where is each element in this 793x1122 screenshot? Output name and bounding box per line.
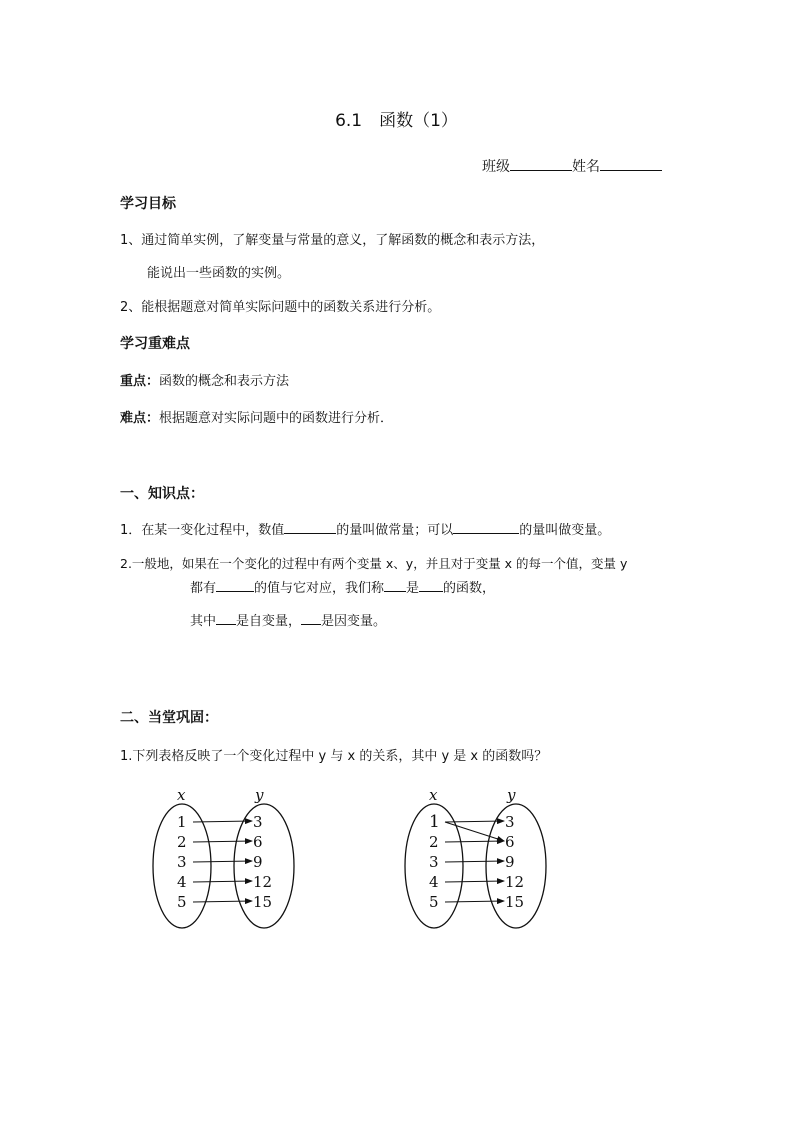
q2-part-c: 是 bbox=[406, 581, 420, 596]
right-x-value: 1 bbox=[429, 812, 440, 832]
class-label: 班级 bbox=[482, 159, 510, 175]
q2-part-e: 其中 bbox=[190, 614, 217, 629]
right-mapping-arrow bbox=[445, 881, 504, 882]
left-y-value: 9 bbox=[253, 853, 263, 871]
knowledge-q2-line1: 2.一般地，如果在一个变化的过程中有两个变量 x、y，并且对于变量 x 的每一个值，变量 y bbox=[120, 556, 628, 571]
right-y-value: 6 bbox=[505, 833, 515, 851]
q2-part-g: 是因变量。 bbox=[321, 614, 387, 629]
name-label: 姓名 bbox=[572, 159, 600, 175]
left-mapping-arrow bbox=[193, 861, 252, 862]
right-x-label: x bbox=[429, 786, 438, 804]
q2-part-b: 的值与它对应，我们称 bbox=[254, 581, 385, 596]
right-y-value: 9 bbox=[505, 853, 515, 871]
key-point-text: 函数的概念和表示方法 bbox=[159, 374, 290, 389]
right-y-value: 15 bbox=[505, 893, 525, 911]
left-y-value: 3 bbox=[253, 813, 263, 831]
difficulties-heading: 学习重难点 bbox=[120, 336, 190, 352]
q2-part-a: 都有 bbox=[190, 581, 217, 596]
left-x-value: 3 bbox=[177, 853, 187, 871]
practice-heading: 二、当堂巩固： bbox=[120, 710, 218, 726]
hard-point-text: 根据题意对实际问题中的函数进行分析． bbox=[159, 411, 394, 426]
left-y-value: 15 bbox=[253, 893, 273, 911]
q1-part-a: 1．在某一变化过程中，数值 bbox=[120, 523, 285, 538]
left-y-value: 6 bbox=[253, 833, 263, 851]
right-x-value: 4 bbox=[429, 873, 439, 891]
left-x-value: 4 bbox=[177, 873, 187, 891]
right-x-value: 5 bbox=[429, 893, 439, 911]
right-mapping-arrow bbox=[445, 822, 504, 841]
mapping-diagram-left bbox=[153, 786, 294, 928]
q1-part-b: 的量叫做常量；可以 bbox=[336, 523, 454, 538]
key-point-label: 重点： bbox=[120, 374, 160, 389]
q1-part-c: 的量叫做变量。 bbox=[519, 523, 611, 538]
left-y-label: y bbox=[255, 786, 264, 804]
objective-item-1: 1、通过简单实例，了解变量与常量的意义，了解函数的概念和表示方法， bbox=[120, 233, 545, 248]
right-mapping-arrow bbox=[445, 861, 504, 862]
page-title: 6.1 函数（1） bbox=[335, 111, 458, 131]
right-x-value: 2 bbox=[429, 833, 439, 851]
q2-part-f: 是自变量， bbox=[236, 614, 302, 629]
left-mapping-arrow bbox=[193, 901, 252, 902]
left-x-value: 2 bbox=[177, 833, 187, 851]
mapping-diagram-right bbox=[405, 786, 546, 928]
practice-q1: 1.下列表格反映了一个变化过程中 y 与 x 的关系，其中 y 是 x 的函数吗？ bbox=[120, 749, 548, 764]
hard-point-label: 难点： bbox=[120, 411, 160, 426]
objective-item-2: 2、能根据题意对简单实际问题中的函数关系进行分析。 bbox=[120, 300, 441, 315]
objectives-heading: 学习目标 bbox=[120, 196, 176, 212]
left-x-label: x bbox=[177, 786, 186, 804]
left-mapping-arrow bbox=[193, 841, 252, 842]
left-x-value: 5 bbox=[177, 893, 187, 911]
left-x-value: 1 bbox=[177, 813, 187, 831]
right-y-label: y bbox=[507, 786, 516, 804]
right-y-value: 12 bbox=[505, 873, 525, 891]
left-mapping-arrow bbox=[193, 881, 252, 882]
objective-item-1-cont: 能说出一些函数的实例。 bbox=[147, 266, 291, 281]
right-mapping-arrow bbox=[445, 841, 504, 842]
right-mapping-arrow bbox=[445, 901, 504, 902]
right-x-value: 3 bbox=[429, 853, 439, 871]
right-y-value: 3 bbox=[505, 813, 515, 831]
q2-part-d: 的函数， bbox=[443, 581, 496, 596]
left-y-value: 12 bbox=[253, 873, 273, 891]
knowledge-heading: 一、知识点： bbox=[120, 486, 204, 502]
